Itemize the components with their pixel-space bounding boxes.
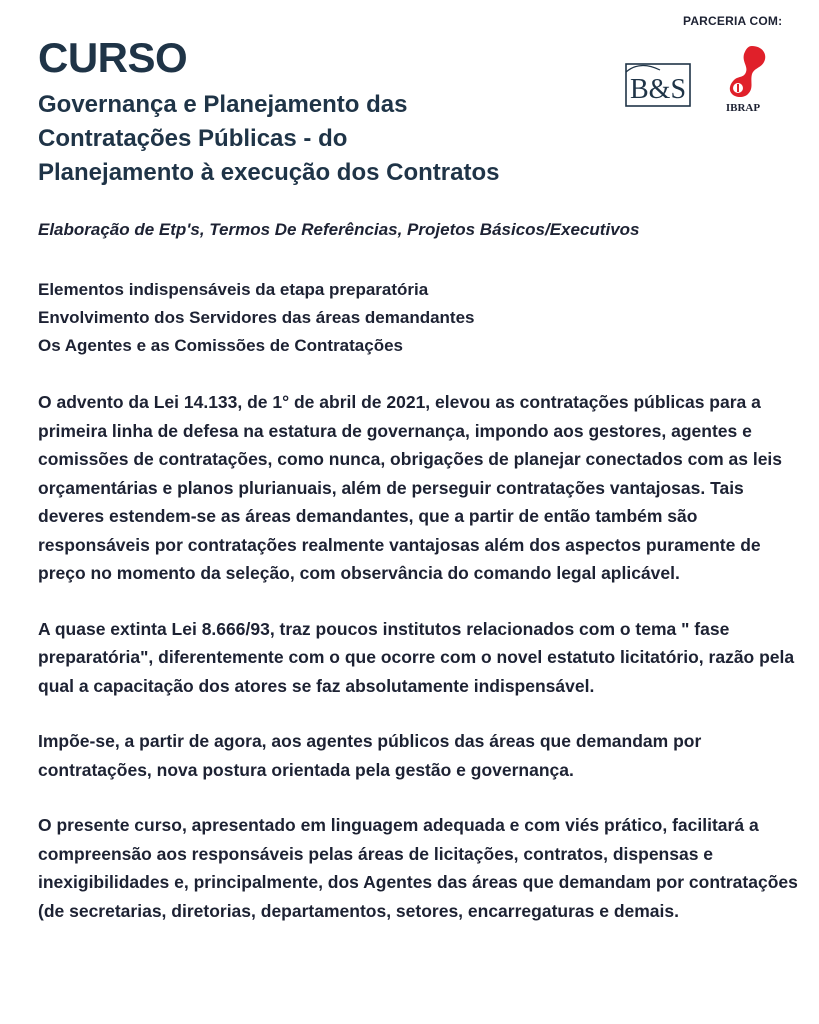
topic-item: Envolvimento dos Servidores das áreas demandantes [38,308,475,327]
bs-logo-icon [620,60,694,110]
topic-item: Elementos indispensáveis da etapa preparatória [38,280,429,299]
course-title-line: Governança e Planejamento das [38,91,408,118]
ibrap-logo-text: IBRAP [725,102,761,114]
paragraph: Impõe-se, a partir de agora, aos agentes públicos das áreas que demandam por contratações, nova postura orientada pela gestão e governança. [38,731,702,780]
ibrap-logo-icon [718,44,786,118]
course-title [38,88,598,190]
paragraph: O advento da Lei 14.133, de 1° de abril de 2021, elevou as contratações públicas para a primeira linha de defesa na estatura de governança, impondo aos gestores, agentes e comissões de contratações, como nunca, obrigações de planejar conectados com as leis orçamentárias e planos plurianuais, além de perseguir contratações vantajosas. Tais deveres estendem-se as áreas demandantes, que a partir de então também são responsáveis por contratações realmente vantajosas além dos aspectos puramente de preço no momento da seleção, com observância do comando legal aplicável. [38,392,783,583]
course-title-line: Planejamento à execução dos Contratos [38,159,500,186]
course-subtitle: Elaboração de Etp's, Termos De Referências, Projetos Básicos/Executivos [38,220,640,239]
course-label: CURSO [38,34,188,81]
body-text [38,388,808,952]
svg-text:B&S: B&S [629,74,687,105]
paragraph: A quase extinta Lei 8.666/93, traz poucos institutos relacionados com o tema " fase preparatória", diferentemente com o que ocorre com o novel estatuto licitatório, razão pela qual a capacitação dos atores se faz absolutamente indispensável. [38,618,795,696]
course-title-line: Contratações Públicas - do [38,125,348,152]
paragraph: O presente curso, apresentado em linguagem adequada e com viés prático, facilitará a compreensão aos responsáveis pelas áreas de licitações, contratos, dispensas e inexigibilidades e, principalmente, dos Agentes das áreas que demandam por contratações (de secretarias, diretorias, departamentos, setores, encarregaturas e demais. [38,815,798,921]
topic-list [38,276,475,360]
partner-label: PARCERIA COM: [683,14,783,28]
ibrap-mark-icon [718,44,768,102]
topic-item: Os Agentes e as Comissões de Contratações [38,336,404,355]
